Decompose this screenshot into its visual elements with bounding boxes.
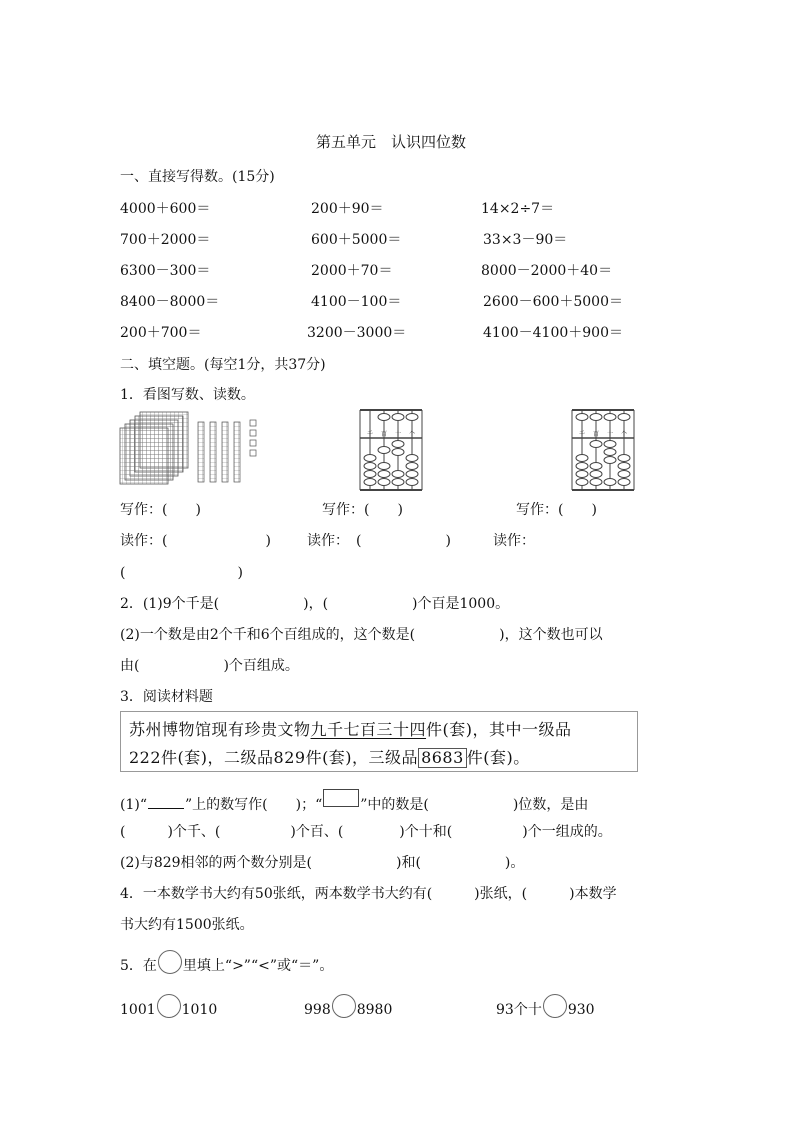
q1-read-3-cont[interactable]: ( ) bbox=[120, 565, 243, 581]
problem: 6300－300＝ bbox=[120, 263, 211, 279]
q1-write-3[interactable]: 写作：( ) bbox=[516, 502, 597, 518]
q5-instruction bbox=[120, 950, 333, 975]
abacus-label: 百 bbox=[592, 431, 600, 438]
place-value-blocks-figure bbox=[118, 410, 263, 490]
q5-text: 5．在 bbox=[120, 958, 157, 974]
material-text: 件(套)，其中一级品 bbox=[426, 720, 572, 739]
q1-read-2[interactable]: 读作： ( ) bbox=[307, 533, 451, 549]
q3-text: ”上的数写作( )；“ bbox=[185, 797, 323, 813]
abacus-label: 百 bbox=[380, 431, 388, 438]
abacus-label: 十 bbox=[606, 431, 614, 438]
problem: 8400－8000＝ bbox=[120, 294, 220, 310]
abacus-label: 个 bbox=[408, 431, 416, 438]
problem: 700＋2000＝ bbox=[120, 232, 211, 248]
compare-right: 1010 bbox=[181, 1002, 218, 1018]
problem: 14×2÷7＝ bbox=[481, 201, 555, 217]
compare-circle[interactable] bbox=[543, 994, 567, 1018]
compare-left: 93个十 bbox=[496, 1002, 542, 1018]
problem: 2600－600＋5000＝ bbox=[483, 294, 623, 310]
abacus-figure-1 bbox=[358, 408, 424, 492]
box-marker bbox=[323, 789, 359, 807]
problem: 4100－4100＋900＝ bbox=[483, 325, 623, 341]
compare-circle-icon bbox=[158, 950, 182, 974]
q3-title: 3．阅读材料题 bbox=[120, 689, 213, 705]
compare-circle[interactable] bbox=[157, 994, 181, 1018]
problem: 600＋5000＝ bbox=[311, 232, 402, 248]
q1-write-1[interactable]: 写作：( ) bbox=[120, 502, 201, 518]
problem: 2000＋70＝ bbox=[311, 263, 393, 279]
problem: 3200－3000＝ bbox=[307, 325, 407, 341]
compare-circle[interactable] bbox=[332, 994, 356, 1018]
abacus-label: 十 bbox=[394, 431, 402, 438]
problem: 4100－100＝ bbox=[311, 294, 402, 310]
underline-marker bbox=[148, 796, 184, 809]
compare-left: 998 bbox=[304, 1002, 331, 1018]
problem: 200＋90＝ bbox=[311, 201, 384, 217]
section2-heading: 二、填空题。(每空1分，共37分) bbox=[120, 357, 326, 373]
problem: 4000＋600＝ bbox=[120, 201, 211, 217]
q3-line2: ( )个千、( )个百、( )个十和( )个一组成的。 bbox=[120, 824, 612, 840]
q1-title: 1．看图写数、读数。 bbox=[120, 387, 255, 403]
material-text: 苏州博物馆现有珍贵文物 bbox=[129, 720, 311, 739]
abacus-label: 千 bbox=[578, 431, 586, 438]
q4-line2: 书大约有1500张纸。 bbox=[120, 917, 254, 933]
q4-line1: 4．一本数学书大约有50张纸，两本数学书大约有( )张纸，( )本数学 bbox=[120, 886, 617, 902]
compare-item bbox=[120, 994, 217, 1018]
compare-right: 930 bbox=[567, 1002, 595, 1018]
q2-line3: 由( )个百组成。 bbox=[120, 658, 299, 674]
q1-write-2[interactable]: 写作：( ) bbox=[322, 502, 403, 518]
problem: 33×3－90＝ bbox=[483, 232, 568, 248]
q5-text: 里填上“>”“<”或“＝”。 bbox=[182, 958, 334, 974]
section1-heading: 一、直接写得数。(15分) bbox=[120, 169, 275, 185]
material-line-2 bbox=[129, 745, 530, 768]
compare-item bbox=[496, 994, 595, 1019]
material-line-1 bbox=[129, 717, 572, 740]
q1-read-1[interactable]: 读作：( ) bbox=[120, 533, 271, 549]
underlined-number: 九千七百三十四 bbox=[310, 720, 427, 739]
q2-line2: (2)一个数是由2个千和6个百组成的，这个数是( )，这个数也可以 bbox=[120, 627, 603, 643]
compare-left: 1001 bbox=[120, 1002, 156, 1018]
page-title: 第五单元 认识四位数 bbox=[316, 133, 467, 151]
problem: 8000－2000＋40＝ bbox=[481, 263, 613, 279]
material-text: 222件(套)，二级品829件(套)，三级品 bbox=[129, 748, 419, 767]
abacus-figure-2 bbox=[570, 408, 636, 492]
compare-right: 8980 bbox=[356, 1002, 393, 1018]
material-text: 件(套)。 bbox=[466, 748, 530, 767]
problem: 200＋700＝ bbox=[120, 325, 202, 341]
reading-material-box bbox=[120, 711, 638, 772]
q3-line1 bbox=[120, 789, 588, 814]
abacus-label: 个 bbox=[620, 431, 628, 438]
abacus-label: 千 bbox=[366, 431, 374, 438]
q3-text: (1)“ bbox=[120, 797, 147, 813]
boxed-number: 8683 bbox=[418, 748, 467, 768]
compare-item bbox=[304, 994, 392, 1018]
q1-read-3[interactable]: 读作： bbox=[493, 533, 535, 549]
q2-line1: 2．(1)9个千是( )，( )个百是1000。 bbox=[120, 596, 510, 612]
q3-text: ”中的数是( )位数，是由 bbox=[360, 797, 589, 813]
q3-line3: (2)与829相邻的两个数分别是( )和( )。 bbox=[120, 855, 525, 871]
